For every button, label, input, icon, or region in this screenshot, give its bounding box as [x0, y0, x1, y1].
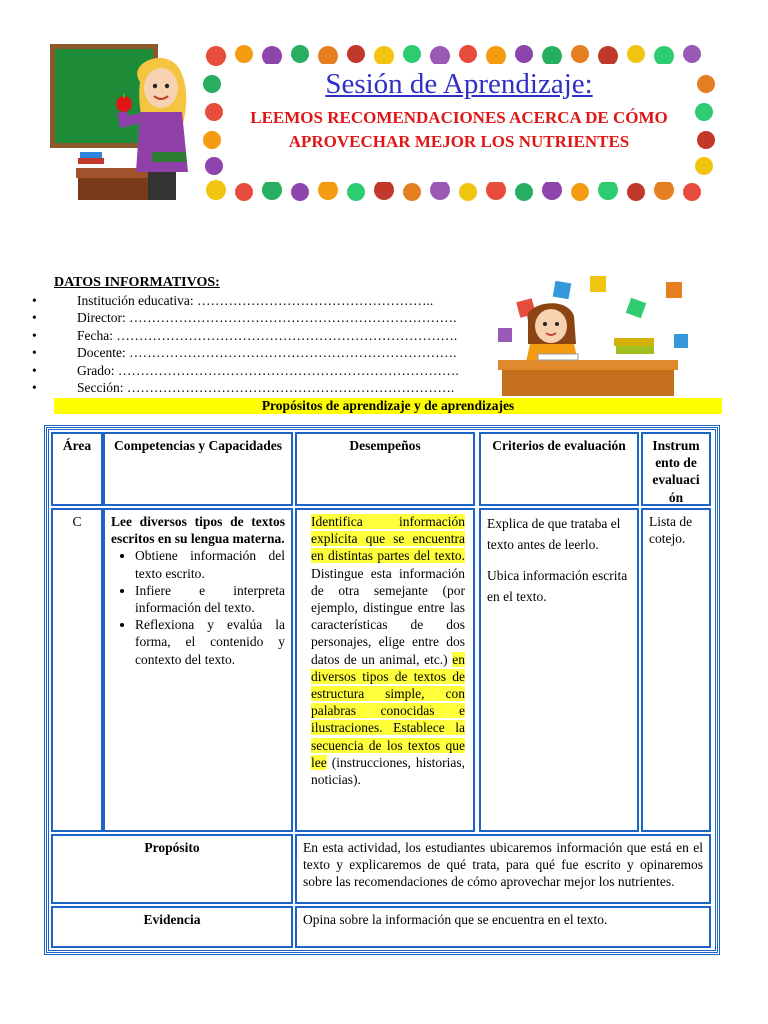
propositos-bar: Propósitos de aprendizaje y de aprendizajes — [54, 398, 722, 414]
list-item: • Fecha: …………………………………………………………………. — [32, 327, 458, 343]
datos-informativos-list — [32, 292, 459, 396]
competencia-text: Lee diversos tipos de textos escritos en su lengua materna. — [111, 514, 285, 547]
proposito-label: Propósito — [51, 834, 293, 904]
list-item: • Obtiene información del texto escrito. — [135, 547, 285, 581]
desempeno-text-4: (instrucciones, historias, noticias). — [311, 754, 465, 788]
list-item: • Institución educativa: …………………………………………….. — [32, 293, 434, 308]
header-criterios: Criterios de evaluación — [479, 432, 639, 506]
header-instrumento: Instrum ento de evaluaci ón — [641, 432, 711, 506]
criterio-item: Ubica información escrita en el texto. — [487, 568, 628, 604]
list-item: • Grado: …………………………………………………………………. — [32, 362, 459, 378]
session-subtitle: LEEMOS RECOMENDACIONES ACERCA DE CÓMO APROVECHAR MEJOR LOS NUTRIENTES — [250, 108, 668, 151]
capacidades-list — [111, 547, 285, 667]
header-desempenos: Desempeños — [295, 432, 475, 506]
list-item: • Director: ………………………………………………………………. — [32, 310, 457, 326]
seccion-line: Sección: ………………………………………………………………. — [77, 379, 455, 395]
institucion-line: Institución educativa: …………………………………………….. — [77, 293, 434, 308]
session-title: Sesión de Aprendizaje: — [325, 68, 593, 100]
student-illustration — [478, 270, 700, 398]
fecha-line: Fecha: …………………………………………………………………. — [77, 327, 458, 343]
docente-line: Docente: ………………………………………………………………. — [77, 345, 457, 361]
area-cell: C — [51, 508, 103, 832]
desempeno-text-2: Distingue esta información de otra semejante (por ejemplo, distingue entre las características de dos personajes, elige entre dos datos de un animal, etc.) — [311, 565, 465, 667]
desempeno-highlight-1: Identifica información explícita que se encuentra en distintas partes del texto. — [311, 514, 465, 564]
datos-informativos-heading: DATOS INFORMATIVOS: — [54, 275, 220, 290]
title-banner — [200, 42, 718, 204]
list-item: • Docente: ………………………………………………………………. — [32, 345, 457, 361]
teacher-illustration — [48, 42, 200, 204]
list-item: • Sección: ………………………………………………………………. — [32, 379, 455, 395]
criterios-cell — [479, 508, 639, 832]
banner-text-area — [228, 64, 690, 182]
list-item: • Reflexiona y evalúa la forma, el contenido y contexto del texto. — [135, 616, 285, 668]
director-line: Director: ………………………………………………………………. — [77, 310, 457, 326]
grado-line: Grado: …………………………………………………………………. — [77, 362, 459, 378]
evidencia-label: Evidencia — [51, 906, 293, 948]
desempeno-highlight-3: en diversos tipos de textos de estructura simple, con palabras conocidas e ilustraciones. Establece la secuencia de los textos que lee — [311, 651, 465, 770]
competencias-cell — [103, 508, 293, 832]
list-item: • Infiere e interpreta información del texto. — [135, 582, 285, 616]
planning-table — [46, 427, 718, 953]
header-competencias: Competencias y Capacidades — [103, 432, 293, 506]
header-area: Área — [51, 432, 103, 506]
desempenos-cell — [295, 508, 475, 832]
proposito-text: En esta actividad, los estudiantes ubicaremos información que está en el texto y explicaremos de qué trata, para qué fue escrito y opinaremos sobre las recomendaciones de cómo aprovechar mejor los nutrientes. — [295, 834, 711, 904]
evidencia-text: Opina sobre la información que se encuentra en el texto. — [295, 906, 711, 948]
instrumento-cell: Lista de cotejo. — [641, 508, 711, 832]
criterio-item: Explica de que trataba el texto antes de leerlo. — [487, 516, 621, 552]
